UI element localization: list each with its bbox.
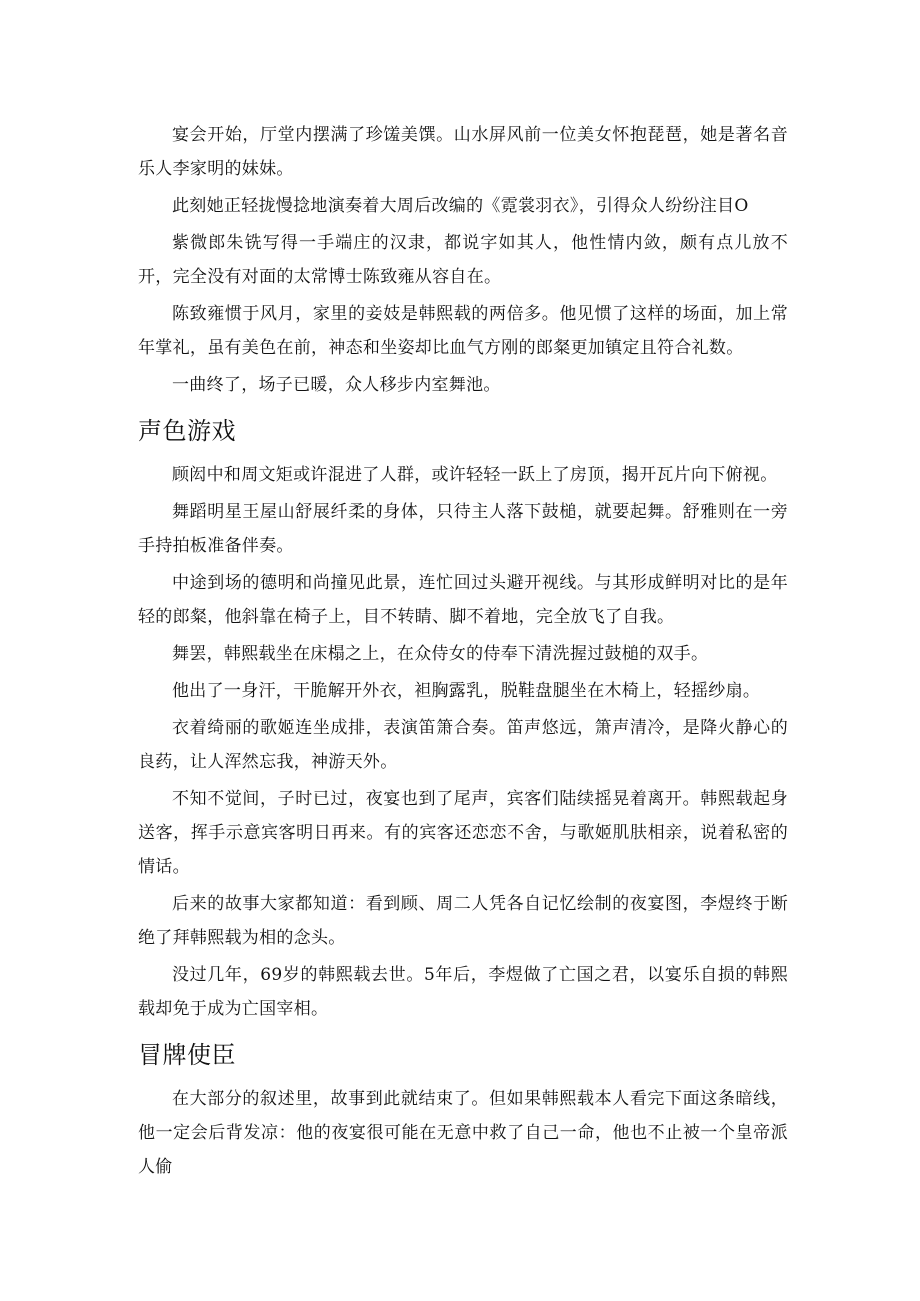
document-page xyxy=(138,118,788,1187)
paragraph: 陈致雍惯于风月，家里的妾妓是韩熙载的两倍多。他见惯了这样的场面，加上常年掌礼，虽有美色在前，神态和坐姿却比血气方刚的郎粲更加镇定且符合礼数。 xyxy=(138,304,788,358)
section-opening xyxy=(138,118,788,402)
section-fake-envoy xyxy=(138,1038,788,1184)
paragraph: 宴会开始，厅堂内摆满了珍馐美馔。山水屏风前一位美女怀抱琵琶，她是著名音乐人李家明的妹妹。 xyxy=(138,125,788,179)
paragraph: 一曲终了，场子已暖，众人移步内室舞池。 xyxy=(172,375,501,395)
section-heading: 冒牌使臣 xyxy=(138,1041,236,1069)
paragraph: 此刻她正轻拢慢捻地演奏着大周后改编的《霓裳羽衣》，引得众人纷纷注目O xyxy=(172,196,749,216)
paragraph: 中途到场的德明和尚撞见此景，连忙回过头避开视线。与其形成鲜明对比的是年轻的郎粲，他斜靠在椅子上，目不转睛、脚不着地，完全放飞了自我。 xyxy=(138,573,788,627)
paragraph: 衣着绮丽的歌姬连坐成排，表演笛箫合奏。笛声悠远，箫声清冷，是降火静心的良药，让人浑然忘我，神游天外。 xyxy=(138,718,788,772)
paragraph: 在大部分的叙述里，故事到此就结束了。但如果韩熙载本人看完下面这条暗线，他一定会后背发凉：他的夜宴很可能在无意中救了自己一命，他也不止被一个皇帝派人偷 xyxy=(138,1089,788,1177)
paragraph: 不知不觉间，子时已过，夜宴也到了尾声，宾客们陆续摇晃着离开。韩熙载起身送客，挥手示意宾客明日再来。有的宾客还恋恋不舍，与歌姬肌肤相亲，说着私密的情话。 xyxy=(138,789,788,877)
section-heading: 声色游戏 xyxy=(138,417,236,445)
paragraph: 没过几年，69岁的韩熙载去世。5年后，李煜做了亡国之君，以宴乐自损的韩熙载却免于成为亡国宰相。 xyxy=(138,965,788,1019)
paragraph: 顾闳中和周文矩或许混进了人群，或许轻轻一跃上了房顶，揭开瓦片向下俯视。 xyxy=(172,465,778,485)
paragraph: 后来的故事大家都知道：看到顾、周二人凭各自记忆绘制的夜宴图，李煜终于断绝了拜韩熙载为相的念头。 xyxy=(138,894,788,948)
paragraph: 舞罢，韩熙载坐在床榻之上，在众侍女的侍奉下清洗握过鼓槌的双手。 xyxy=(172,644,709,664)
paragraph: 舞蹈明星王屋山舒展纤柔的身体，只待主人落下鼓槌，就要起舞。舒雅则在一旁手持拍板准备伴奏。 xyxy=(138,502,788,556)
paragraph: 他出了一身汗，干脆解开外衣，袒胸露乳，脱鞋盘腿坐在木椅上，轻摇纱扇。 xyxy=(172,681,761,701)
paragraph: 紫微郎朱铣写得一手端庄的汉隶，都说字如其人，他性情内敛，颇有点儿放不开，完全没有对面的太常博士陈致雍从容自在。 xyxy=(138,233,788,287)
section-sound-and-color xyxy=(138,414,788,1026)
